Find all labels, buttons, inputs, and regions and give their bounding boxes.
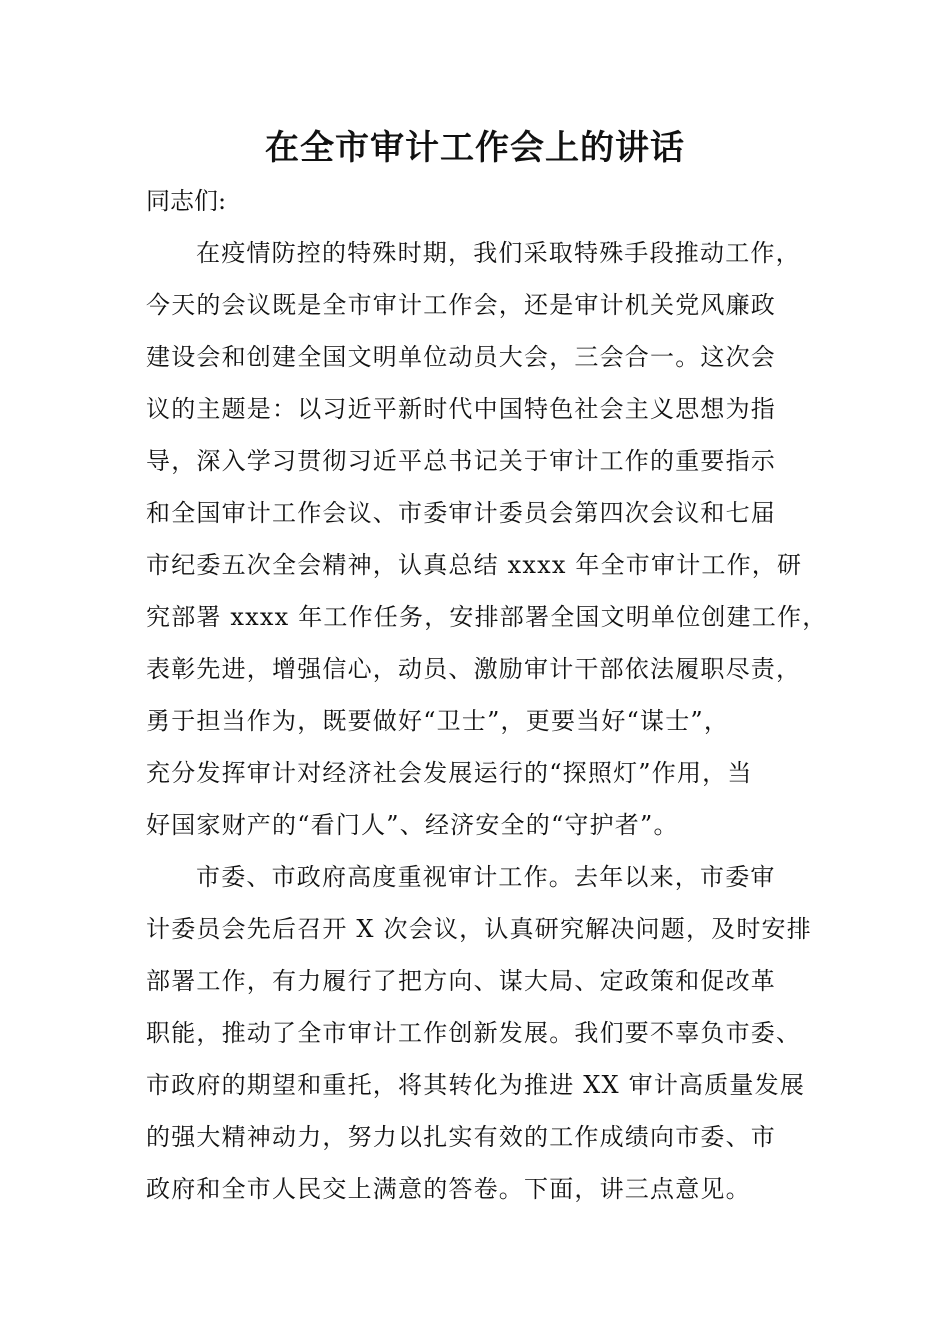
paragraph-1-line-3: 建设会和创建全国文明单位动员大会，三会合一。这次会 [146, 343, 776, 371]
paragraph-1-line-11: 充分发挥审计对经济社会发展运行的“探照灯”作用，当 [146, 759, 753, 787]
paragraph-2-line-7: 政府和全市人民交上满意的答卷。下面，讲三点意见。 [146, 1175, 751, 1203]
paragraph-1-line-4: 议的主题是：以习近平新时代中国特色社会主义思想为指 [146, 395, 776, 423]
document-title: 在全市审计工作会上的讲话 [265, 128, 685, 168]
paragraph-2-line-4: 职能，推动了全市审计工作创新发展。我们要不辜负市委、 [146, 1019, 802, 1047]
paragraph-1-line-7: 市纪委五次全会精神，认真总结 xxxx 年全市审计工作，研 [146, 551, 803, 579]
paragraph-2-line-2: 计委员会先后召开 X 次会议，认真研究解决问题，及时安排 [146, 915, 812, 943]
paragraph-2-line-1: 市委、市政府高度重视审计工作。去年以来，市委审 [196, 863, 776, 891]
paragraph-1-line-9: 表彰先进，增强信心，动员、激励审计干部依法履职尽责， [146, 655, 802, 683]
paragraph-2-line-3: 部署工作，有力履行了把方向、谋大局、定政策和促改革 [146, 967, 776, 995]
paragraph-1-line-1: 在疫情防控的特殊时期，我们采取特殊手段推动工作， [196, 239, 801, 267]
salutation: 同志们: [146, 187, 227, 215]
paragraph-2-line-6: 的强大精神动力，努力以扎实有效的工作成绩向市委、市 [146, 1123, 776, 1151]
paragraph-1-line-2: 今天的会议既是全市审计工作会，还是审计机关党风廉政 [146, 291, 776, 319]
paragraph-1-line-5: 导，深入学习贯彻习近平总书记关于审计工作的重要指示 [146, 447, 776, 475]
paragraph-1-line-10: 勇于担当作为，既要做好“卫士”，更要当好“谋士”， [146, 707, 730, 735]
paragraph-1-line-6: 和全国审计工作会议、市委审计委员会第四次会议和七届 [146, 499, 776, 527]
paragraph-1-line-8: 究部署 xxxx 年工作任务，安排部署全国文明单位创建工作， [146, 603, 828, 631]
paragraph-1-line-12: 好国家财产的“看门人”、经济安全的“守护者”。 [146, 811, 679, 839]
paragraph-2-line-5: 市政府的期望和重托，将其转化为推进 XX 审计高质量发展 [146, 1071, 806, 1099]
